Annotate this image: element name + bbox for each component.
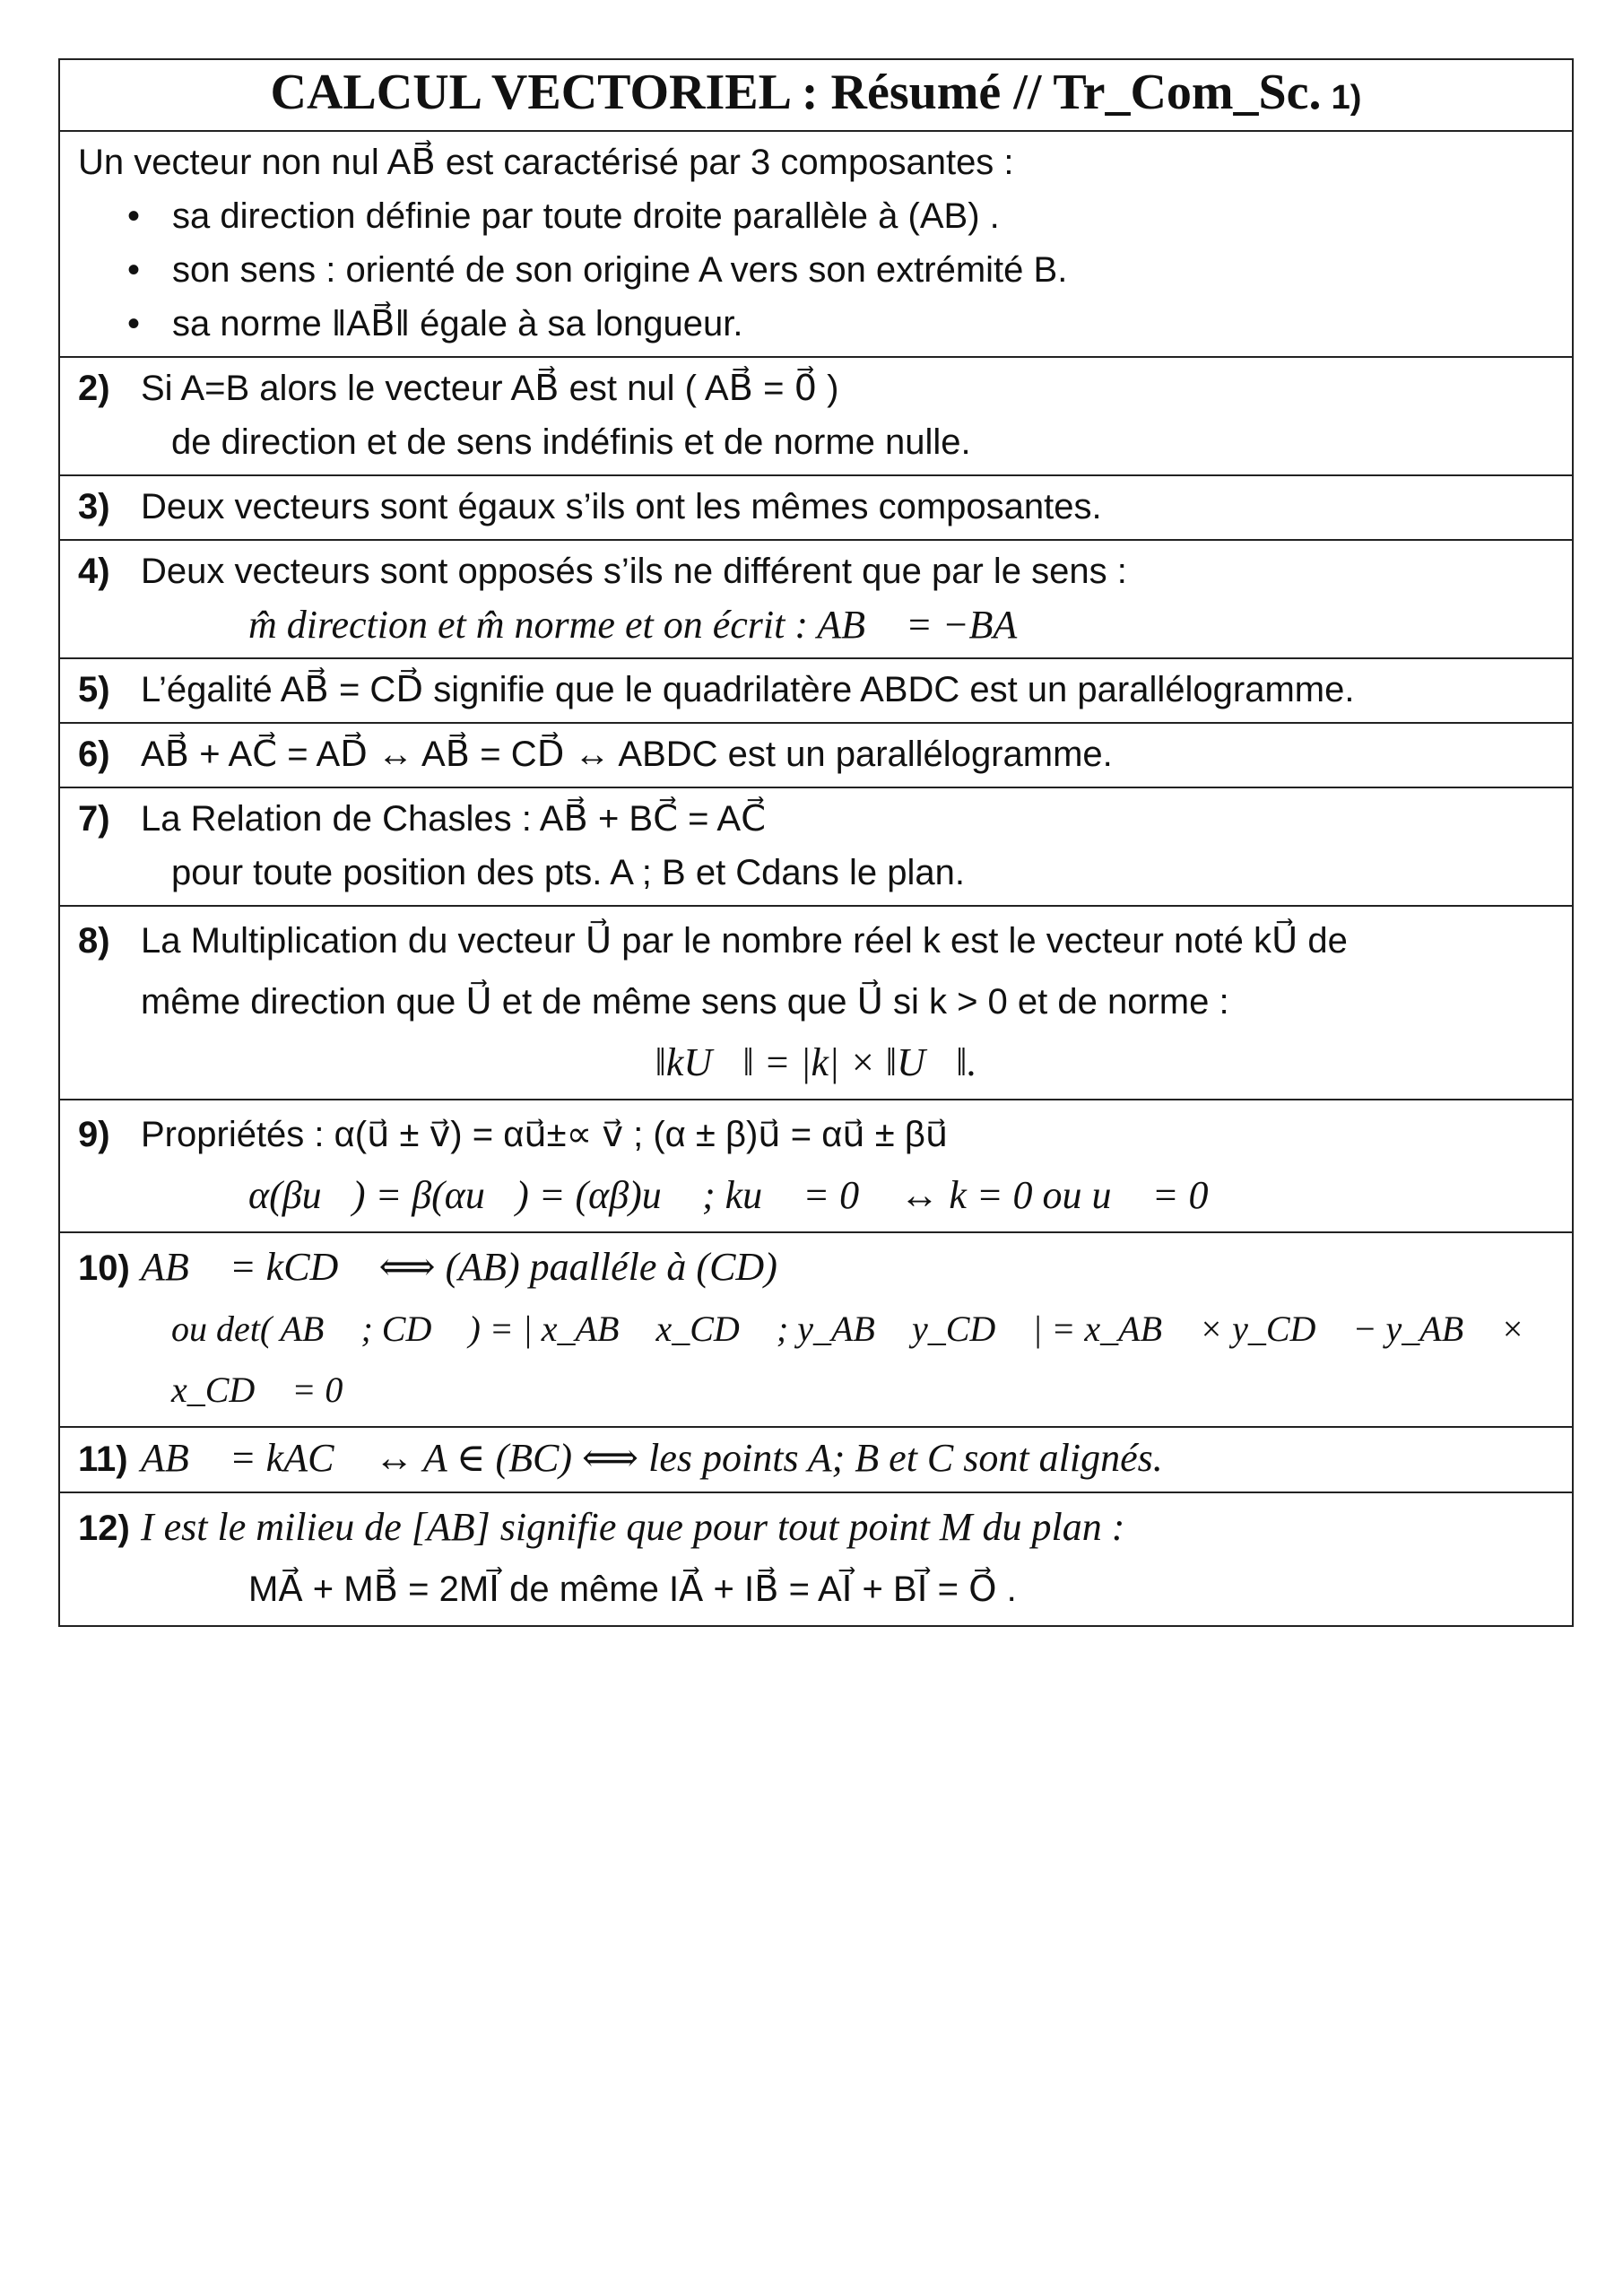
section-1 [60,130,1572,356]
summary-table [58,58,1574,1627]
item-3 [60,474,1572,539]
page-title: CALCUL VECTORIEL : Résumé // Tr_Com_Sc. [270,65,1322,120]
item-line: Deux vecteurs sont égaux s’ils ont les mêmes composantes. [141,487,1102,526]
item-line: La Relation de Chasles : AB⃗ + BC⃗ = AC⃗ [141,799,767,839]
item-9 [60,1099,1572,1231]
item-7 [60,787,1572,905]
item-formula: m̂ direction et m̂ norme et on écrit : AB⃗ = −BA⃗ [248,603,1048,647]
item-line: pour toute position des pts. A ; B et Cdans le plan. [171,853,966,892]
item-number: 10) [78,1248,130,1288]
item-formula: ‖kU⃗‖ = |k| × ‖U⃗‖. [655,1040,977,1084]
item-number: 2) [78,369,110,408]
item-formula: AB⃗ = kAC⃗ ↔ A ∈ (BC) ⟺ les points A; B et C sont alignés. [141,1436,1163,1480]
item-line: Si A=B alors le vecteur AB⃗ est nul ( AB⃗ = 0⃗ ) [141,369,839,408]
bullet-direction: • sa direction définie par toute droite parallèle à (AB) . [127,189,1554,243]
item-11 [60,1426,1572,1492]
item-number: 6) [78,735,110,774]
item-formula: AB⃗ + AC⃗ = AD⃗ ↔ AB⃗ = CD⃗ ↔ ABDC est un parallélogramme. [141,735,1113,774]
item-12 [60,1492,1572,1625]
item-line: La Multiplication du vecteur U⃗ par le nombre réel k est le vecteur noté kU⃗ de [141,921,1348,961]
item-number: 5) [78,670,110,709]
item-8 [60,905,1572,1099]
item-4 [60,539,1572,657]
section-1-intro: Un vecteur non nul AB⃗ est caractérisé par 3 composantes : [78,143,1014,182]
item-number: 11) [78,1439,128,1479]
item-number: 12) [78,1509,130,1548]
item-number: 7) [78,799,110,839]
item-number: 3) [78,487,110,526]
item-10 [60,1231,1572,1426]
item-line: L’égalité AB⃗ = CD⃗ signifie que le quadrilatère ABDC est un parallélogramme. [141,670,1355,709]
item-6 [60,722,1572,787]
bullet-sens: • son sens : orienté de son origine A vers son extrémité B. [127,243,1554,297]
item-2 [60,356,1572,474]
page-number: 1) [1331,79,1362,117]
item-formula: MA⃗ + MB⃗ = 2MI⃗ de même IA⃗ + IB⃗ = AI⃗ + BI⃗ = O⃗ . [248,1570,1017,1609]
item-line: I est le milieu de [AB] signifie que pour tout point M du plan : [141,1505,1125,1549]
title-row [60,60,1572,130]
item-line: Deux vecteurs sont opposés s’ils ne différent que par le sens : [141,552,1127,591]
item-number: 8) [78,921,110,961]
item-5 [60,657,1572,722]
bullet-list [78,189,1554,351]
bullet-norme: • sa norme ‖AB⃗‖ égale à sa longueur. [127,297,1554,351]
item-line: même direction que U⃗ et de même sens que U⃗ si k > 0 et de norme : [141,982,1229,1022]
item-number: 4) [78,552,110,591]
item-line: de direction et de sens indéfinis et de norme nulle. [171,422,971,462]
item-number: 9) [78,1115,110,1154]
item-formula: Propriétés : α(u⃗ ± v⃗) = αu⃗±∝ v⃗ ; (α ± β)u⃗ = αu⃗ ± βu⃗ [141,1115,949,1154]
item-formula: AB⃗ = kCD⃗ ⟺ (AB) paalléle à (CD) [141,1245,777,1289]
item-formula: α(βu⃗) = β(αu⃗) = (αβ)u⃗ ; ku⃗ = 0⃗ ↔ k = 0 ou u⃗ = 0⃗ [248,1173,1239,1217]
determinant-formula: ou det( AB⃗ ; CD⃗ ) = | x_AB⃗ x_CD⃗ ; y_AB⃗ y_CD⃗ | = x_AB⃗ × y_CD⃗ − y_AB⃗ × x_CD⃗ = 0 [171,1309,1525,1410]
